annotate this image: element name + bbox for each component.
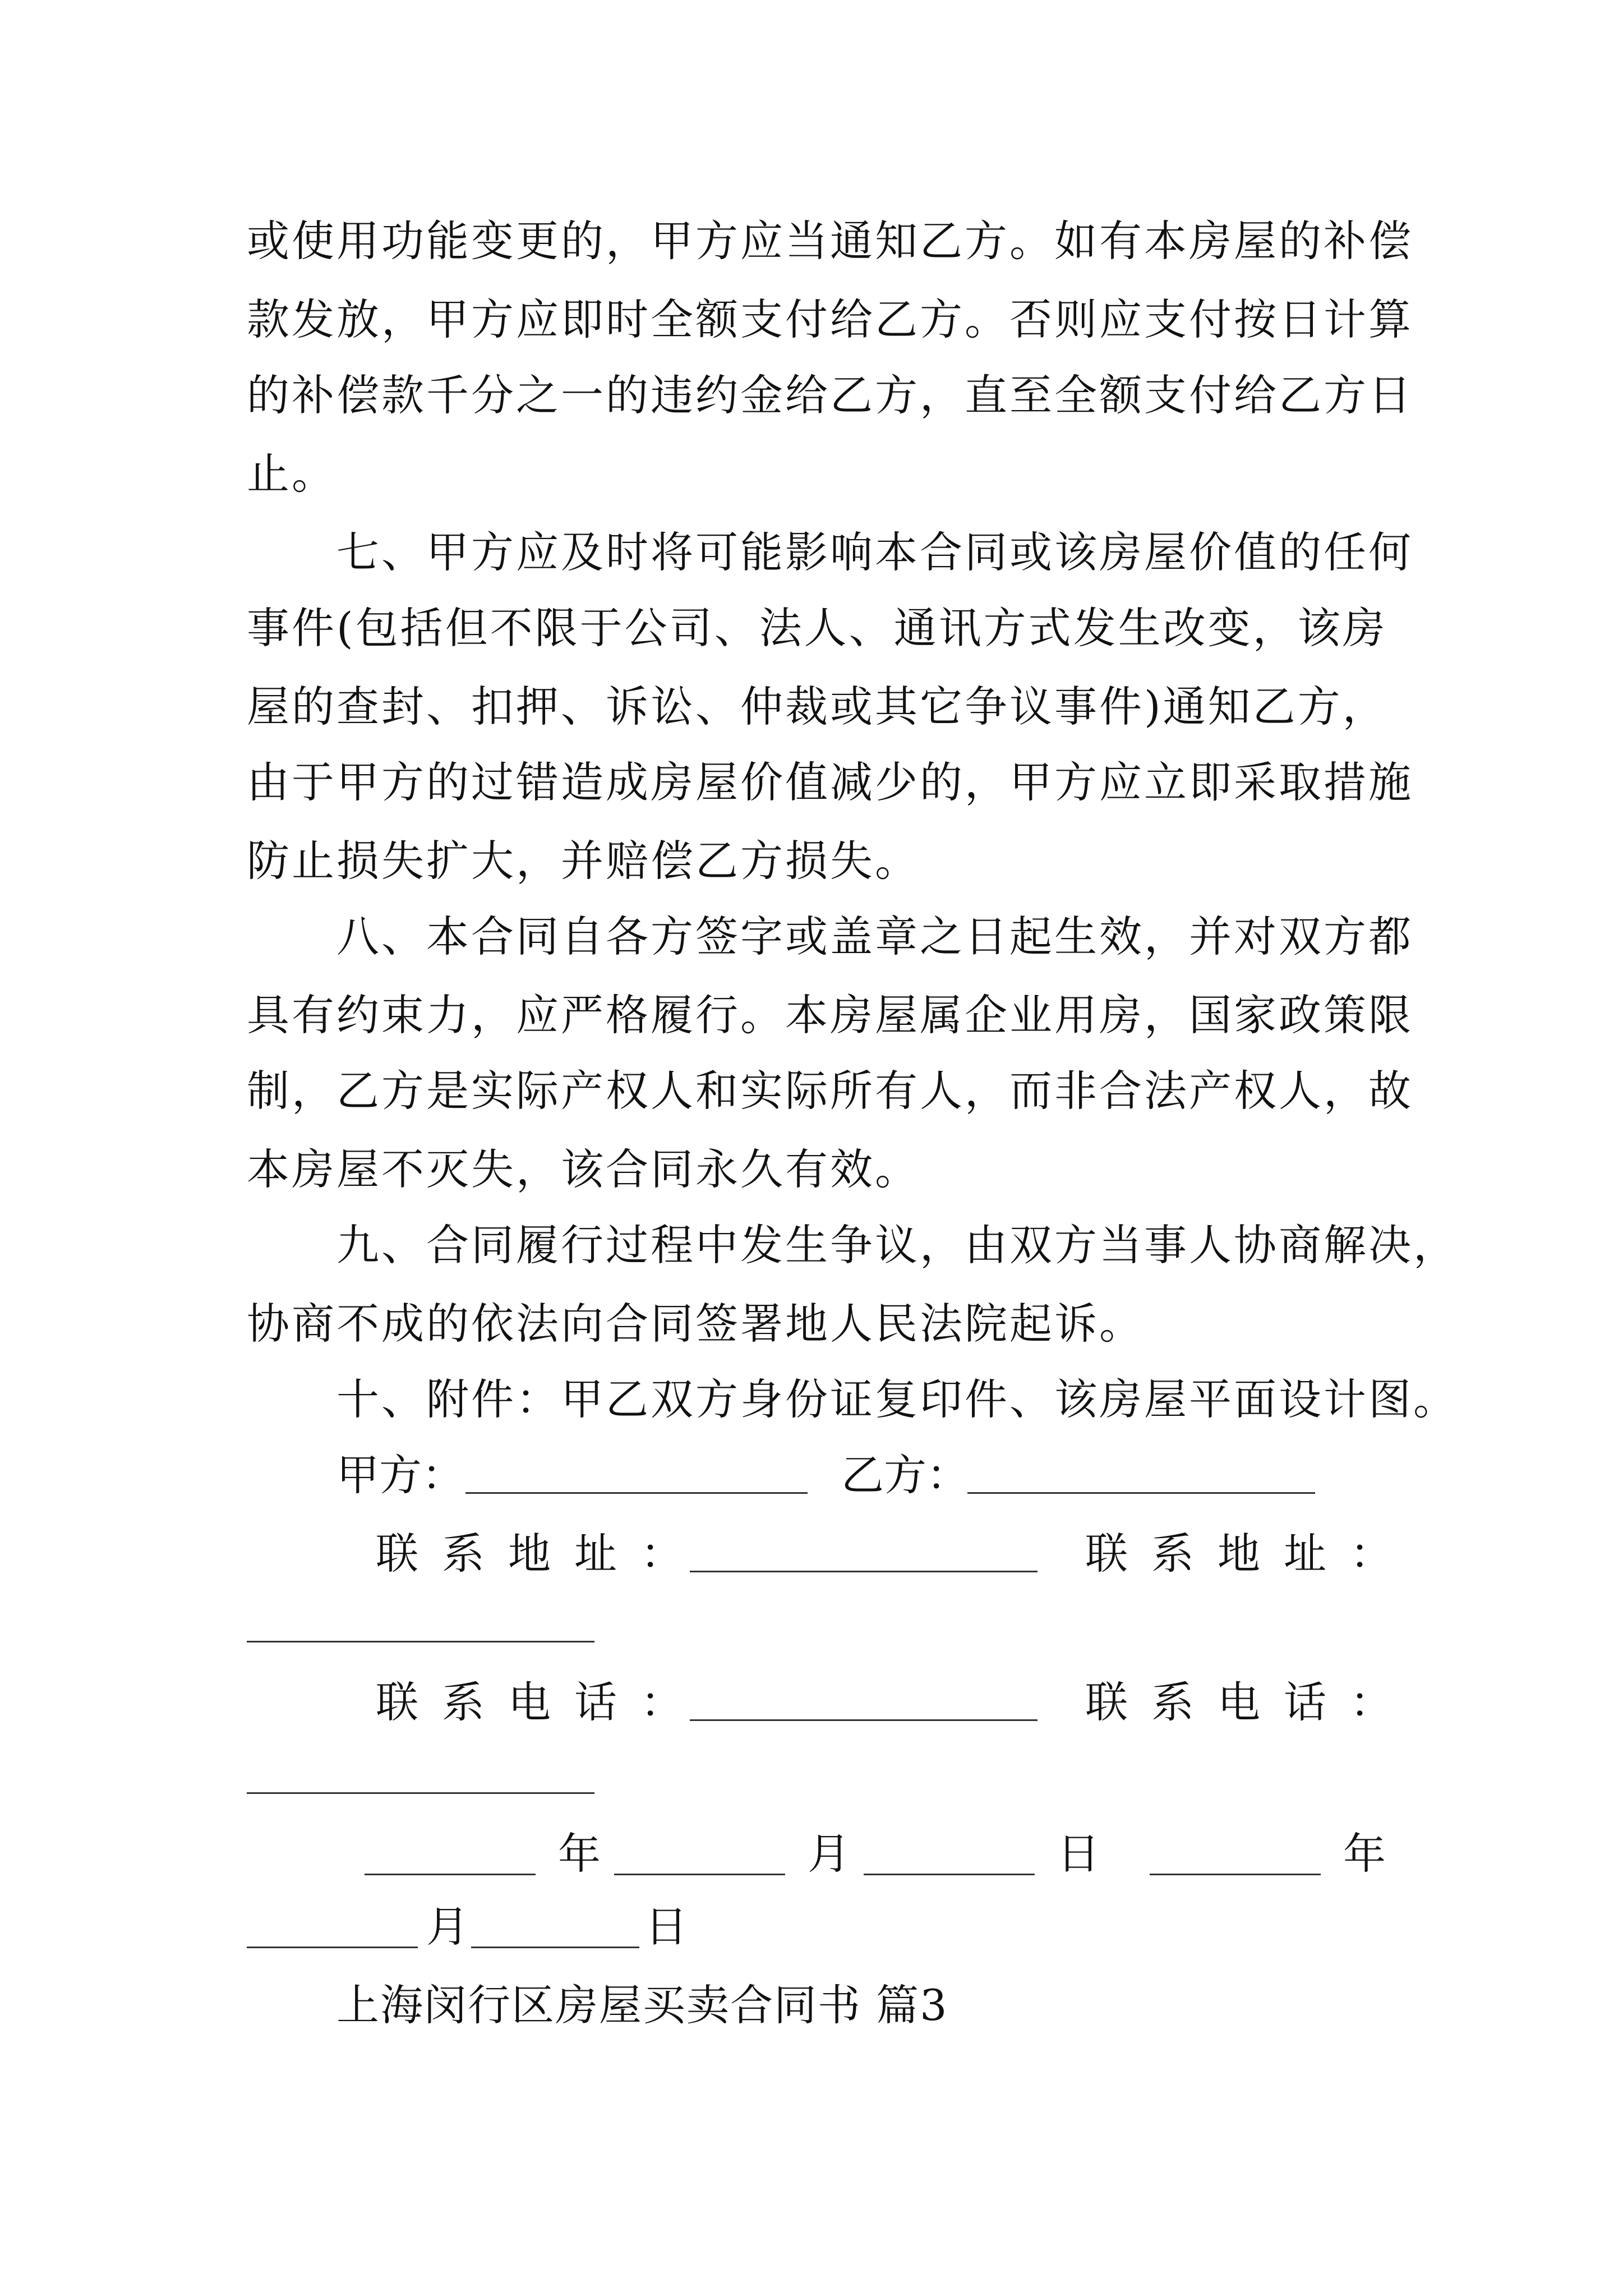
year-b-label: 年 — [1343, 1829, 1386, 1879]
paragraph-line: 本房屋不灭失，该合同永久有效。 — [247, 1144, 920, 1194]
paragraph-line: 防止损失扩大，并赔偿乙方损失。 — [247, 836, 920, 886]
day-b-label: 日 — [645, 1902, 688, 1952]
year-a-label: 年 — [558, 1829, 601, 1879]
party-b-blank — [967, 1492, 1315, 1494]
paragraph-line: 制，乙方是实际产权人和实际所有人，而非合法产权人，故 — [247, 1066, 1413, 1116]
paragraph-line: 具有约束力，应严格履行。本房屋属企业用房，国家政策限 — [247, 990, 1413, 1040]
paragraph-line: 事件(包括但不限于公司、法人、通讯方式发生改变，该房 — [247, 603, 1387, 653]
paragraph-line: 或使用功能变更的，甲方应当通知乙方。如有本房屋的补偿 — [247, 216, 1413, 266]
paragraph-line: 的补偿款千分之一的违约金给乙方，直至全额支付给乙方日 — [247, 370, 1413, 420]
paragraph-line: 九、合同履行过程中发生争议，由双方当事人协商解决， — [336, 1220, 1458, 1270]
day-a-label: 日 — [1057, 1829, 1100, 1879]
address-a-blank — [690, 1571, 1038, 1572]
section-heading: 上海闵行区房屋买卖合同书 篇3 — [336, 1980, 948, 2030]
day-b-blank — [471, 1947, 639, 1948]
paragraph-line: 协商不成的依法向合同签署地人民法院起诉。 — [247, 1299, 1144, 1349]
paragraph-line: 十、附件：甲乙双方身份证复印件、该房屋平面设计图。 — [336, 1374, 1458, 1424]
address-b-label: 联系地址： — [1085, 1529, 1416, 1579]
day-a-blank — [864, 1874, 1035, 1875]
address-a-label: 联系地址： — [376, 1529, 707, 1579]
phone-b-label: 联系电话： — [1085, 1677, 1416, 1727]
month-a-label: 月 — [808, 1829, 850, 1879]
address-b-blank — [247, 1641, 594, 1642]
phone-a-blank — [690, 1719, 1038, 1721]
month-b-blank — [247, 1947, 418, 1948]
year-a-blank — [365, 1874, 536, 1875]
month-a-blank — [614, 1874, 785, 1875]
paragraph-line: 八、本合同自各方签字或盖章之日起生效，并对双方都 — [336, 912, 1413, 961]
phone-b-blank — [247, 1792, 594, 1794]
paragraph-line: 七、甲方应及时将可能影响本合同或该房屋价值的任何 — [336, 527, 1413, 577]
paragraph-line: 由于甲方的过错造成房屋价值减少的，甲方应立即采取措施 — [247, 757, 1413, 807]
party-a-blank — [465, 1492, 808, 1494]
paragraph-line: 屋的查封、扣押、诉讼、仲裁或其它争议事件)通知乙方， — [247, 682, 1387, 731]
party-a-label: 甲方： — [336, 1450, 464, 1500]
month-b-label: 月 — [426, 1902, 469, 1952]
party-b-label: 乙方： — [841, 1450, 969, 1500]
phone-a-label: 联系电话： — [376, 1677, 707, 1727]
paragraph-line: 款发放，甲方应即时全额支付给乙方。否则应支付按日计算 — [247, 295, 1413, 344]
paragraph-line: 止。 — [247, 449, 336, 499]
year-b-blank — [1150, 1874, 1321, 1875]
